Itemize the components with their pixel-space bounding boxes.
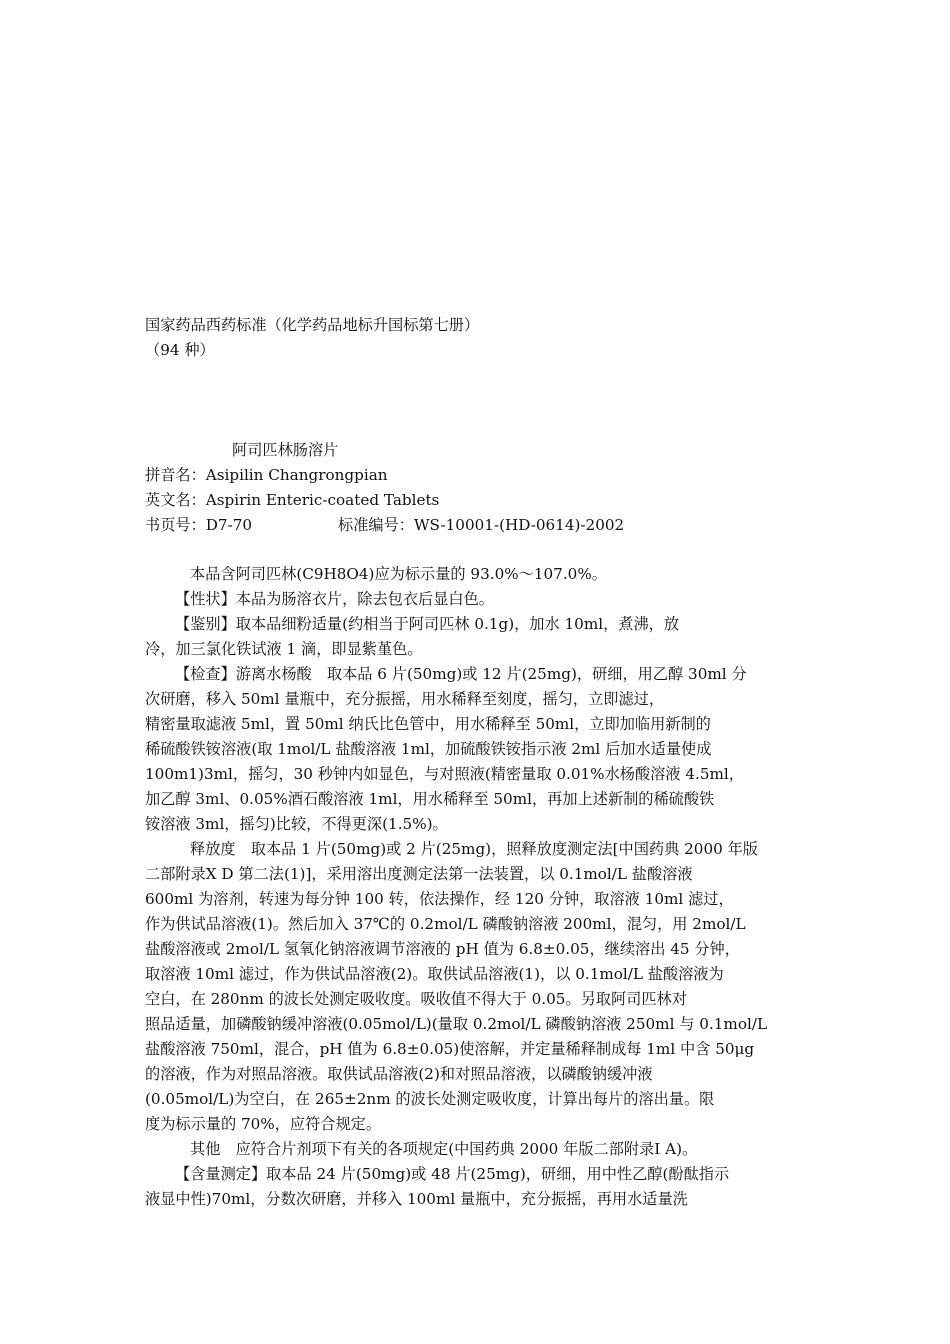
content-line: 本品含阿司匹林(C9H8O4)应为标示量的 93.0%～107.0%。 xyxy=(190,565,607,583)
content-line: 稀硫酸铁铵溶液(取 1mol/L 盐酸溶液 1ml，加硫酸铁铵指示液 2ml 后加水适量使成 xyxy=(145,740,712,758)
document-title-line2: （94 种） xyxy=(145,341,215,359)
content-line: 600ml 为溶剂，转速为每分钟 100 转，依法操作，经 120 分钟，取溶液 10ml 滤过， xyxy=(145,890,734,908)
english-name: 英文名：Aspirin Enteric-coated Tablets xyxy=(145,491,440,509)
content-line: 铵溶液 3ml，摇匀)比较，不得更深(1.5%)。 xyxy=(145,815,448,833)
content-line: 液显中性)70ml，分数次研磨，并移入 100ml 量瓶中，充分振摇，再用水适量洗 xyxy=(145,1190,688,1208)
content-line: 空白，在 280nm 的波长处测定吸收度。吸收值不得大于 0.05。另取阿司匹林对 xyxy=(145,990,687,1008)
pinyin-name: 拼音名：Asipilin Changrongpian xyxy=(145,466,388,484)
content-line: 的溶液，作为对照品溶液。取供试品溶液(2)和对照品溶液，以磷酸钠缓冲液 xyxy=(145,1065,653,1083)
content-line: 加乙醇 3ml、0.05%酒石酸溶液 1ml，用水稀释至 50ml，再加上述新制的稀硫酸铁 xyxy=(145,790,715,808)
content-line: 精密量取滤液 5ml，置 50ml 纳氏比色管中，用水稀释至 50ml，立即加临用新制的 xyxy=(145,715,711,733)
content-line: 盐酸溶液或 2mol/L 氢氧化钠溶液调节溶液的 pH 值为 6.8±0.05，继续溶出 45 分钟， xyxy=(145,940,740,958)
content-line: 【性状】本品为肠溶衣片，除去包衣后显白色。 xyxy=(175,590,494,608)
content-line: 盐酸溶液 750ml，混合，pH 值为 6.8±0.05)使溶解，并定量稀释制成每 1ml 中含 50μg xyxy=(145,1040,755,1058)
content-line: 100m1)3ml，摇匀，30 秒钟内如显色，与对照液(精密量取 0.01%水杨酸溶液 4.5ml， xyxy=(145,765,744,783)
content-line: 其他 应符合片剂项下有关的各项规定(中国药典 2000 年版二部附录Ⅰ A)。 xyxy=(190,1140,698,1158)
content-line: 冷，加三氯化铁试液 1 滴，即显紫堇色。 xyxy=(145,640,423,658)
standard-number: 标准编号：WS-10001-(HD-0614)-2002 xyxy=(338,516,625,534)
content-line: 作为供试品溶液(1)。然后加入 37℃的 0.2mol/L 磷酸钠溶液 200ml，混匀，用 2mol/L xyxy=(145,915,746,933)
content-line: 取溶液 10ml 滤过，作为供试品溶液(2)。取供试品溶液(1)，以 0.1mol/L 盐酸溶液为 xyxy=(145,965,724,983)
content-line: 【检查】游离水杨酸 取本品 6 片(50mg)或 12 片(25mg)，研细，用乙醇 30ml 分 xyxy=(175,665,747,683)
content-line: 【鉴别】取本品细粉适量(约相当于阿司匹林 0.1g)，加水 10ml，煮沸，放 xyxy=(175,615,680,633)
document-title-line1: 国家药品西药标准（化学药品地标升国标第七册） xyxy=(145,316,480,334)
drug-name: 阿司匹林肠溶片 xyxy=(232,441,339,459)
content-line: 释放度 取本品 1 片(50mg)或 2 片(25mg)，照释放度测定法[中国药典 2000 年版 xyxy=(190,840,758,858)
content-line: 【含量测定】取本品 24 片(50mg)或 48 片(25mg)，研细，用中性乙醇(酚酞指示 xyxy=(175,1165,730,1183)
content-line: (0.05mol/L)为空白，在 265±2nm 的波长处测定吸收度，计算出每片的溶出量。限 xyxy=(145,1090,715,1108)
content-line: 照品适量，加磷酸钠缓冲溶液(0.05mol/L)(量取 0.2mol/L 磷酸钠溶液 250ml 与 0.1mol/L xyxy=(145,1015,768,1033)
content-line: 次研磨，移入 50ml 量瓶中，充分振摇，用水稀释至刻度，摇匀，立即滤过， xyxy=(145,690,665,708)
content-line: 二部附录Ⅹ D 第二法(1)]，采用溶出度测定法第一法装置，以 0.1mol/L 盐酸溶液 xyxy=(145,865,693,883)
content-line: 度为标示量的 70%，应符合规定。 xyxy=(145,1115,382,1133)
page-number: 书页号：D7-70 xyxy=(145,516,253,534)
